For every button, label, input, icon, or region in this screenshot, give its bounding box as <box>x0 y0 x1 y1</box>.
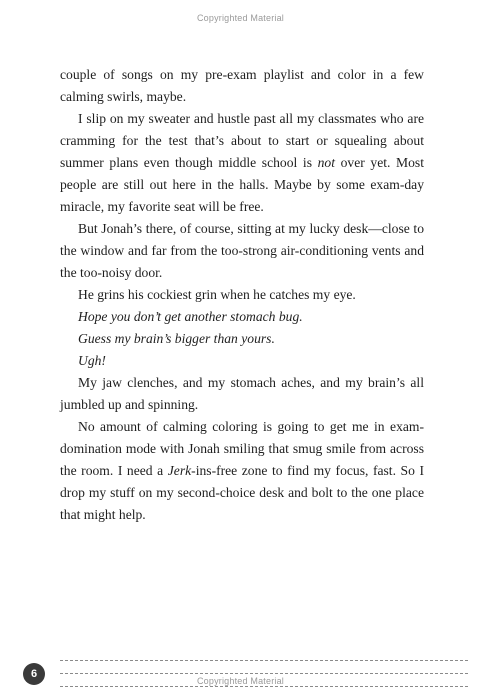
paragraph <box>60 108 424 218</box>
copyright-watermark-top: Copyrighted Material <box>196 13 285 23</box>
page-number-badge: 6 <box>23 663 45 685</box>
paragraph <box>60 350 424 372</box>
footer-dash-line <box>60 686 468 687</box>
paragraph <box>60 64 424 108</box>
body-text <box>60 64 424 526</box>
italic-text: Hope you don’t get another stomach bug. <box>78 309 303 324</box>
text-run: He grins his cockiest grin when he catches my eye. <box>78 287 356 302</box>
text-run: I slip on my sweater and hustle past all my classmates who are cramming for the test that’s about to start or squealing about summer plans even though middle school is <box>60 111 424 170</box>
italic-text: Jerk <box>167 463 192 478</box>
footer-dash-line <box>60 660 468 661</box>
text-run: No amount of calming coloring is going to get me in exam-domination mode with Jonah smiling that smug smile from across the room. I need a <box>60 419 424 478</box>
paragraph <box>60 328 424 350</box>
paragraph <box>60 372 424 416</box>
italic-text: not <box>317 155 335 170</box>
text-run: -ins-free zone to find my focus, fast. So I drop my stuff on my second-choice desk and bolt to the one place that might help. <box>60 463 424 522</box>
text-run: over yet. Most people are still out here in the halls. Maybe by some exam-day miracle, my favorite seat will be free. <box>60 155 424 214</box>
paragraph <box>60 306 424 328</box>
paragraph <box>60 416 424 526</box>
copyright-watermark-bottom: Copyrighted Material <box>196 676 285 686</box>
footer-dash-line <box>60 673 468 674</box>
paragraph <box>60 284 424 306</box>
italic-text: Guess my brain’s bigger than yours. <box>78 331 275 346</box>
paragraph <box>60 218 424 284</box>
text-run: My jaw clenches, and my stomach aches, and my brain’s all jumbled up and spinning. <box>60 375 424 412</box>
text-run: couple of songs on my pre-exam playlist and color in a few calming swirls, maybe. <box>60 67 424 104</box>
text-run: But Jonah’s there, of course, sitting at my lucky desk—close to the window and far from the too-strong air-conditioning vents and the too-noisy door. <box>60 221 424 280</box>
italic-text: Ugh! <box>78 353 106 368</box>
